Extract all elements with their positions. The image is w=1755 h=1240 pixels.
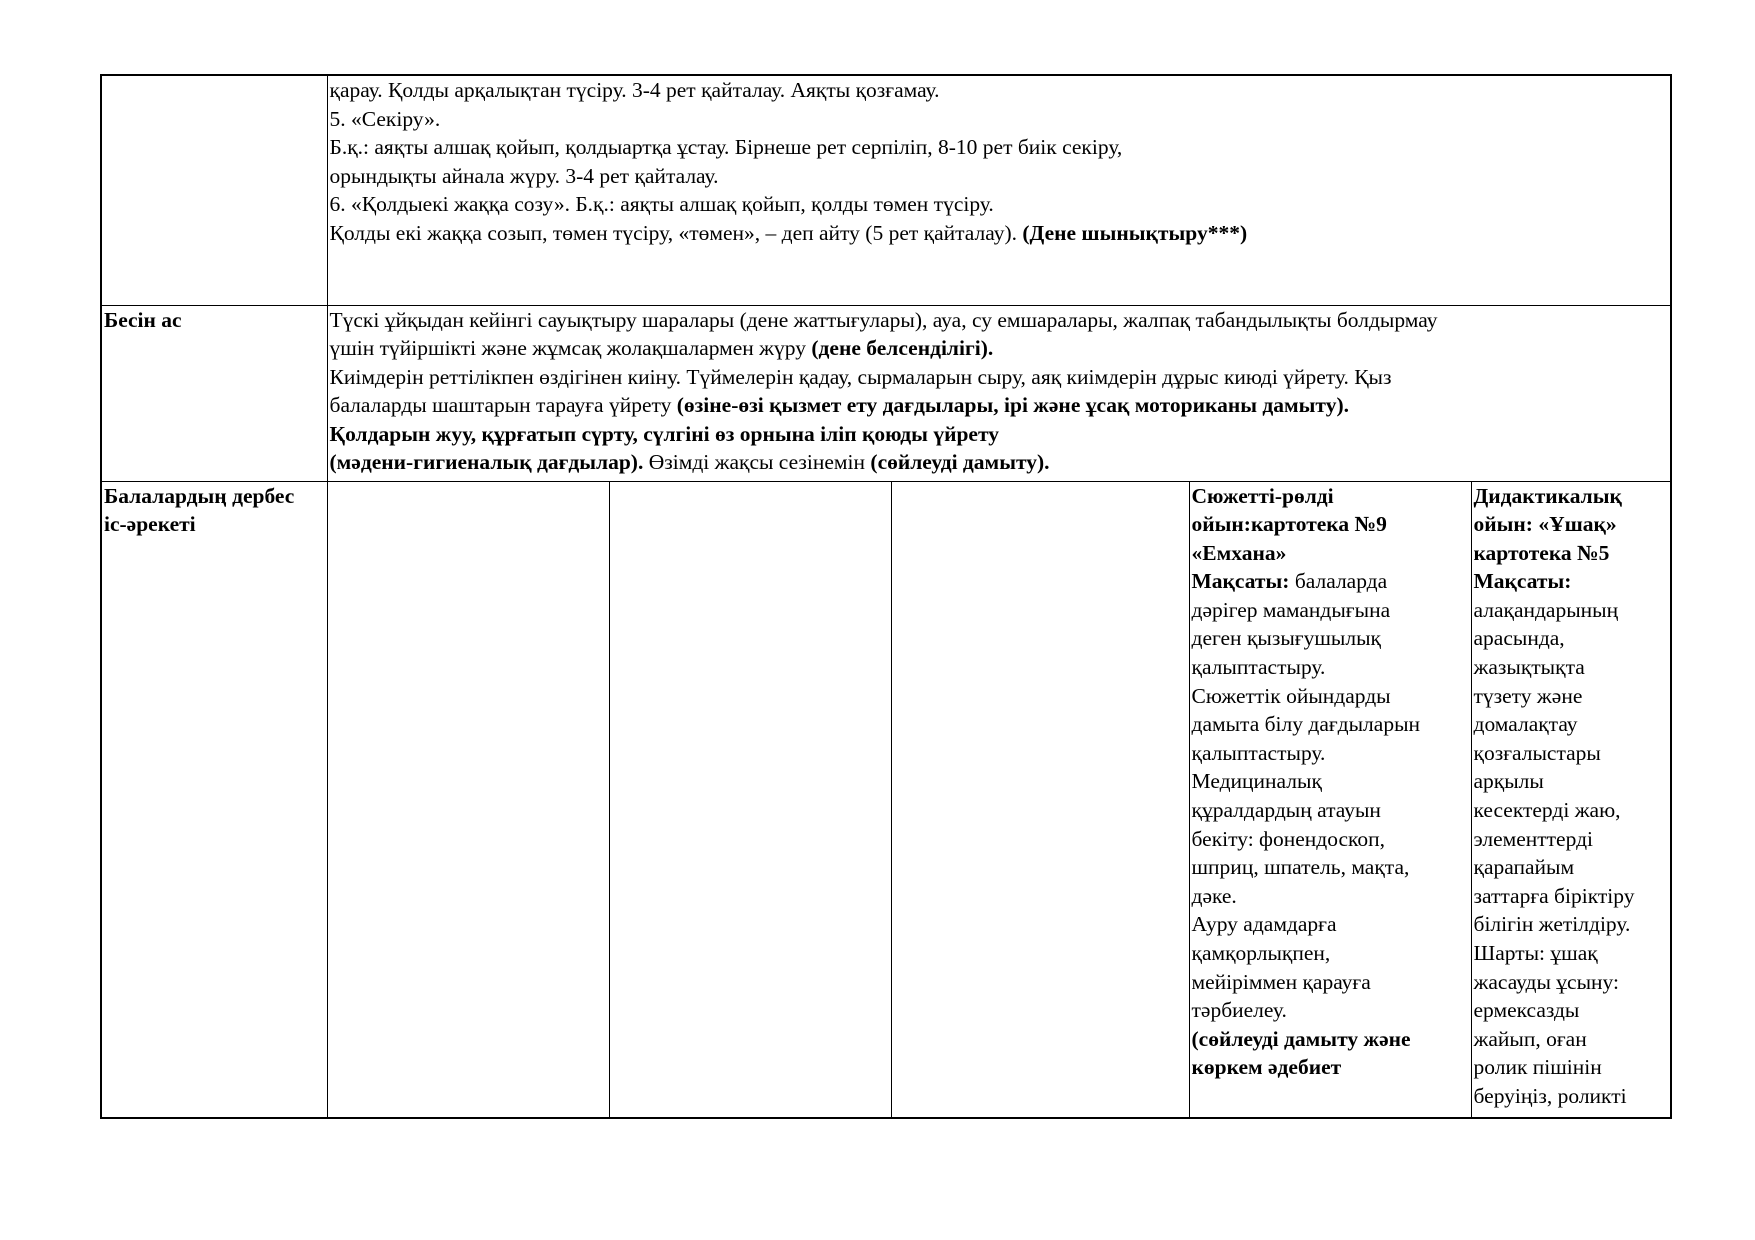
besin-row-label: Бесін ас — [101, 305, 327, 481]
bold-text-segment: «Емхана» — [1191, 540, 1287, 565]
text-segment: Өзімді жақсы сезінемін — [643, 450, 871, 475]
text-segment: орындықты айнала жүру. 3-4 рет қайталау. — [329, 163, 719, 188]
text-segment: Шарты: ұшақ — [1473, 941, 1598, 965]
bold-text-segment: (сөйлеуді дамыту). — [870, 450, 1050, 475]
text-line — [1474, 510, 1669, 539]
text-segment: арасында, — [1473, 626, 1565, 651]
text-segment: арқылы — [1473, 769, 1544, 794]
text-line — [1192, 567, 1469, 596]
text-line — [1192, 710, 1469, 739]
text-segment: 6. «Қолдыекі жаққа созу». Б.қ.: аяқты алшақ қойып, қолды төмен түсіру. — [329, 192, 994, 217]
text-line — [1474, 767, 1669, 796]
text-line — [1192, 968, 1469, 997]
text-line — [330, 76, 1669, 105]
text-segment: балаларды шаштарын тарауға үйрету — [329, 393, 677, 418]
text-segment: Киімдерін реттілікпен өздігінен киіну. Түймелерін қадау, сырмаларын сыру, аяқ киімдерін дұрыс киюді үйрету. Қыз — [329, 364, 1392, 389]
activity-col-2 — [609, 481, 891, 1118]
text-line — [330, 448, 1669, 477]
text-segment: қарау. Қолды арқалықтан түсіру. 3-4 рет қайталау. Аяқты қозғамау. — [329, 78, 940, 102]
bold-text-segment: көркем әдебиет — [1191, 1055, 1342, 1080]
text-line — [1192, 910, 1469, 939]
bold-text-segment: Мақсаты: — [1473, 569, 1572, 594]
besin-row — [101, 305, 1671, 481]
text-segment: Түскі ұйқыдан кейінгі сауықтыру шаралары (дене жаттығулары), ауа, су емшаралары, жалпақ табандылықты болдырмау — [329, 307, 1438, 332]
activity-row — [101, 481, 1671, 1118]
activity-col-1 — [327, 481, 609, 1118]
text-line — [330, 219, 1669, 248]
bold-text-segment: Қолдарын жуу, құрғатып сүрту, сүлгіні өз орнына іліп қоюды үйрету — [329, 421, 999, 446]
text-line — [1474, 996, 1669, 1025]
text-segment: түзету және — [1473, 683, 1583, 708]
text-line — [1474, 910, 1669, 939]
text-line — [1474, 825, 1669, 854]
activity-col-5-didactic — [1471, 481, 1671, 1118]
text-line — [1474, 624, 1669, 653]
text-line — [1192, 996, 1469, 1025]
text-segment: ермексазды — [1473, 998, 1580, 1023]
text-segment: білігін жетілдіру. — [1473, 912, 1631, 937]
text-line — [1474, 1025, 1669, 1054]
text-segment: шприц, шпатель, мақта, — [1191, 855, 1410, 880]
bold-text-segment: (өзіне-өзі қызмет ету дағдылары, ірі және ұсақ моториканы дамыту). — [676, 393, 1349, 418]
text-line — [1192, 825, 1469, 854]
text-line — [1474, 739, 1669, 768]
bold-text-segment: ойын:картотека №9 — [1191, 512, 1387, 537]
text-segment: жасауды ұсыну: — [1473, 969, 1619, 994]
text-segment: жазықтықта — [1473, 655, 1585, 680]
bold-text-segment: (мәдени-гигиеналық дағдылар). — [329, 450, 644, 475]
text-line — [1474, 567, 1669, 596]
bold-text-segment: Мақсаты: — [1191, 569, 1290, 594]
activity-label-line-1: Балалардың дербес — [104, 483, 295, 508]
text-line — [330, 190, 1669, 219]
text-line — [1192, 939, 1469, 968]
text-line — [1192, 482, 1469, 511]
text-line — [1474, 539, 1669, 568]
text-segment: деген қызығушылық — [1191, 626, 1381, 651]
text-segment: Ауру адамдарға — [1191, 912, 1337, 937]
text-segment: балаларда — [1289, 569, 1388, 594]
text-line — [1192, 739, 1469, 768]
activity-col-4-roleplay — [1189, 481, 1471, 1118]
text-line — [1192, 882, 1469, 911]
text-line — [1192, 653, 1469, 682]
text-line — [1474, 1053, 1669, 1082]
text-segment: заттарға біріктіру — [1473, 883, 1635, 908]
text-line — [1474, 653, 1669, 682]
text-segment: ролик пішінін — [1473, 1055, 1602, 1080]
text-segment: Медициналық — [1191, 769, 1322, 794]
text-line — [330, 391, 1669, 420]
text-line — [1192, 596, 1469, 625]
text-line — [1474, 682, 1669, 711]
text-line — [330, 105, 1669, 134]
text-segment: бекіту: фонендоскоп, — [1191, 826, 1386, 851]
bold-text-segment: ойын: «Ұшақ» — [1473, 512, 1617, 537]
text-line — [1474, 1082, 1669, 1111]
text-segment: үшін түйіршікті және жұмсақ жолақшалармен жүру — [329, 336, 812, 361]
text-line — [1192, 510, 1469, 539]
text-segment: домалақтау — [1473, 712, 1578, 737]
activity-col-3 — [891, 481, 1189, 1118]
text-line — [1474, 796, 1669, 825]
text-segment: дәрігер мамандығына — [1191, 597, 1391, 622]
text-segment: дамыта білу дағдыларын — [1191, 712, 1421, 737]
text-segment: мейіріммен қарауға — [1191, 969, 1371, 994]
exercise-row — [101, 75, 1671, 305]
text-segment: беруіңіз, роликті — [1473, 1083, 1627, 1108]
text-line — [1192, 767, 1469, 796]
text-segment: жайып, оған — [1473, 1026, 1587, 1051]
text-line — [330, 162, 1669, 191]
text-line — [1474, 968, 1669, 997]
exercise-row-label — [101, 75, 327, 305]
exercise-row-content — [327, 75, 1671, 305]
text-segment: қарапайым — [1473, 855, 1575, 880]
text-line — [1192, 539, 1469, 568]
text-segment: қалыптастыру. — [1191, 655, 1326, 680]
text-line — [1474, 710, 1669, 739]
text-line — [1192, 853, 1469, 882]
text-line — [1192, 624, 1469, 653]
activity-row-label — [101, 481, 327, 1118]
text-segment: дәке. — [1191, 883, 1237, 908]
text-segment: алақандарының — [1473, 597, 1619, 622]
text-line — [1192, 1053, 1469, 1082]
text-segment: Сюжеттік ойындарды — [1191, 683, 1391, 708]
text-segment: кесектерді жаю, — [1473, 798, 1621, 823]
text-line — [330, 363, 1669, 392]
bold-text-segment: (сөйлеуді дамыту және — [1191, 1026, 1411, 1051]
text-segment: қозғалыстары — [1473, 740, 1601, 765]
text-line — [330, 306, 1669, 335]
text-line — [1474, 882, 1669, 911]
text-segment: 5. «Секіру». — [329, 106, 441, 131]
text-line — [1474, 596, 1669, 625]
bold-text-segment: (Дене шынықтыру***) — [1022, 220, 1248, 245]
bold-text-segment: Сюжетті-рөлді — [1191, 483, 1334, 508]
text-line — [1474, 482, 1669, 511]
text-segment: қалыптастыру. — [1191, 740, 1326, 765]
text-line — [330, 133, 1669, 162]
text-segment: тәрбиелеу. — [1191, 998, 1287, 1023]
activity-label-line-2: іс-әрекеті — [104, 512, 196, 537]
besin-row-content — [327, 305, 1671, 481]
bold-text-segment: картотека №5 — [1473, 540, 1610, 565]
bold-text-segment: (дене белсенділігі). — [811, 336, 994, 361]
text-line — [330, 334, 1669, 363]
text-line — [330, 420, 1669, 449]
text-line — [1192, 682, 1469, 711]
text-segment: құралдардың атауын — [1191, 798, 1381, 823]
text-segment: қамқорлықпен, — [1191, 941, 1331, 965]
text-segment: элементтерді — [1473, 826, 1593, 851]
text-line — [1192, 1025, 1469, 1054]
bold-text-segment: Дидактикалық — [1473, 483, 1622, 508]
text-segment: Қолды екі жаққа созып, төмен түсіру, «төмен», – деп айту (5 рет қайталау). — [329, 220, 1023, 245]
text-segment: Б.қ.: аяқты алшақ қойып, қолдыартқа ұстау. Бірнеше рет серпіліп, 8-10 рет биік секіру, — [329, 135, 1123, 160]
schedule-table — [100, 74, 1672, 1119]
text-line — [1192, 796, 1469, 825]
text-line — [1474, 939, 1669, 968]
text-line — [1474, 853, 1669, 882]
